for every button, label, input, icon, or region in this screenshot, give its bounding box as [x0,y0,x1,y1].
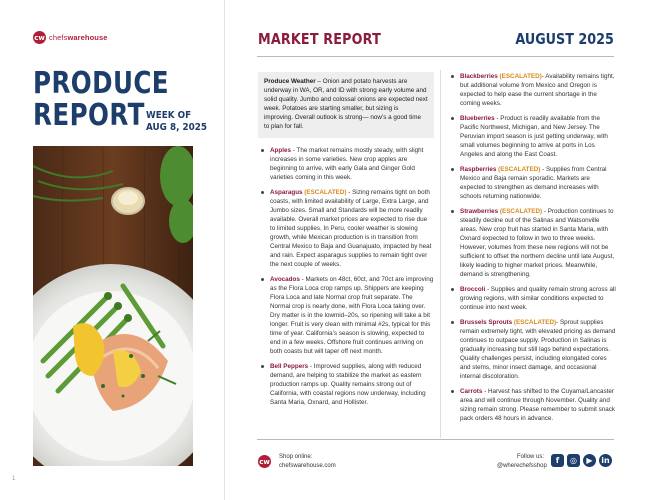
linkedin-icon[interactable]: in [599,454,612,467]
title-line-1: PRODUCE [33,66,170,101]
report-date: AUGUST 2025 [515,30,614,48]
follow-label: Follow us: [516,454,544,460]
list-item [258,188,434,269]
list-item [448,387,616,423]
list-item [258,275,434,356]
item-name: Raspberries [460,166,497,173]
item-name: Blackberries [460,73,498,80]
item-name: Avocados [270,276,300,283]
logo-suffix: warehouse [67,33,108,42]
header-divider [257,56,614,57]
item-name: Bell Peppers [270,363,309,370]
footer-logo-icon: cw [258,455,271,468]
item-name: Apples [270,147,291,154]
weather-text: – Onion and potato harvests are underway in WA, OR, and ID with strong early volume and solid quality. Jumbo and colossal onions are expected next week. Potatoes are starting smaller, but sizing is improving. Overall outlook is strong— now’s a good time to plan for fall. [264,78,428,130]
content-column-2 [448,72,616,429]
shop-label: Shop online: [279,454,313,460]
content-column-1 [258,72,434,413]
item-text: - Improved supplies, along with reduced demand, are helping to stabilize the market as eastern production ramps up. Quality remains strong out of California, with coastal regions now underway, including Santa Maria, Oxnard, and Hollister. [270,363,426,406]
page-number: 1 [12,476,16,482]
follow-us [497,453,547,471]
item-text: - Sizing remains tight on both coasts, with limited availability of Large, Extra Large, and Jumbo sizes. Small and Standards will be more readily available. Overall market prices are expected to rise due to limited supplies. In Peru, cooler weather is slowing growth, while Mexican production is in transition from Central Mexico to Baja and Guanajuato, impacted by heat and rain. Expect asparagus supplies to remain tight over the next couple of weeks. [270,189,432,268]
item-name: Asparagus [270,189,303,196]
item-name: Brussels Sprouts [460,319,513,326]
logo-prefix: chefs [49,33,68,42]
item-name: Broccoli [460,286,486,293]
cover-panel [0,0,225,500]
brand-logo[interactable] [33,31,108,44]
item-status: (ESCALATED) [498,208,543,215]
market-report-heading: MARKET REPORT [258,30,381,48]
item-text: - Product is readily available from the Pacific Northwest, Michigan, and New Jersey. The Peruvian import season is just getting underway, with small volumes beginning to arrive at ports in Los Angeles and along the East Coast. [460,115,608,158]
list-item [258,362,434,407]
item-status: (ESCALATED) [302,189,347,196]
item-status: (ESCALATED) [496,166,541,173]
shop-online [279,453,336,471]
column-divider [440,70,441,438]
photo-illustration [33,146,193,466]
salmon-asparagus-photo [33,146,193,466]
youtube-icon[interactable]: ▶ [583,454,596,467]
list-item [448,114,616,159]
social-handle[interactable]: @wherechefsshop [497,463,547,469]
item-status: (ESCALATED) [512,319,557,326]
item-text: - Availability remains tight, but additional volume from Mexico and Oregon is expected to help ease the current shortage in the coming weeks. [460,73,615,107]
list-item [258,146,434,182]
instagram-icon[interactable]: ◎ [567,454,580,467]
list-item [448,207,616,279]
list-item [448,318,616,381]
list-item [448,72,616,108]
item-name: Carrots [460,388,483,395]
item-status: (ESCALATED) [497,73,542,80]
weather-label: Produce Weather [264,78,316,85]
item-text: - Sprout supplies remain extremely tight, with elevated pricing as demand continues to outpace supply. Production in Salinas is gradually increasing but still lags behind expectations. Quality challenges persist, including elongated cores and stems, minor insect damage, and occasional internal discoloration. [460,319,616,380]
item-name: Blueberries [460,115,495,122]
item-text: - Supplies and quality remain strong across all growing regions, with similar conditions expected to continue into next week. [460,286,616,311]
week-date: AUG 8, 2025 [146,122,207,133]
facebook-icon[interactable]: f [551,454,564,467]
title-line-2: REPORT [33,98,145,133]
item-name: Strawberries [460,208,499,215]
shop-link[interactable]: chefswarehouse.com [279,463,336,469]
week-label: WEEK OF [146,110,192,121]
footer-divider [257,439,614,440]
item-text: - Supplies from Central Mexico and Baja remain sporadic. Markets are expected to strengthen as demand increases with schools returning nationwide. [460,166,607,200]
item-text: - Harvest has shifted to the Cuyama/Lancaster area and will continue through November. Quality and sizing remain strong. Please remember to submit snack pack orders 48 hours in advance. [460,388,616,422]
list-item [448,165,616,201]
item-text: - Markets on 48ct, 60ct, and 70ct are improving as the Flora Loca crop ramps up. Shippers are keeping Flora Loca and late Normal crop fruit separate. The Normal crop is nearly done, with Flora Loca taking over. Dry matter is in the lowmid–20s, so ripening will take a bit longer. Fruit is very clean with minimal #2s, typical for this time of year. California’s season is slowing, expected to end in a few weeks. Offshore fruit continues arriving on both coasts but will taper off next month. [270,276,434,355]
social-icons [551,454,612,467]
logo-mark-icon: cw [33,31,46,44]
logo-wordmark [49,33,108,42]
item-text: - The market remains mostly steady, with slight increases in some varieties. New crop apples are beginning to arrive, with early Gala and Ginger Gold varieties coming in this week. [270,147,424,181]
produce-weather-box [258,72,434,138]
week-of [146,110,207,134]
item-text: - Production continues to steadily decline out of the Salinas and Watsonville areas. New crop fruit has started in Santa Maria, with Oxnard expected to follow in two to three weeks. However, volumes from these new regions will not be sufficient to offset the northern decline until late August, likely leading to higher market prices. Meanwhile, demand is strengthening. [460,208,615,278]
list-item [448,285,616,312]
